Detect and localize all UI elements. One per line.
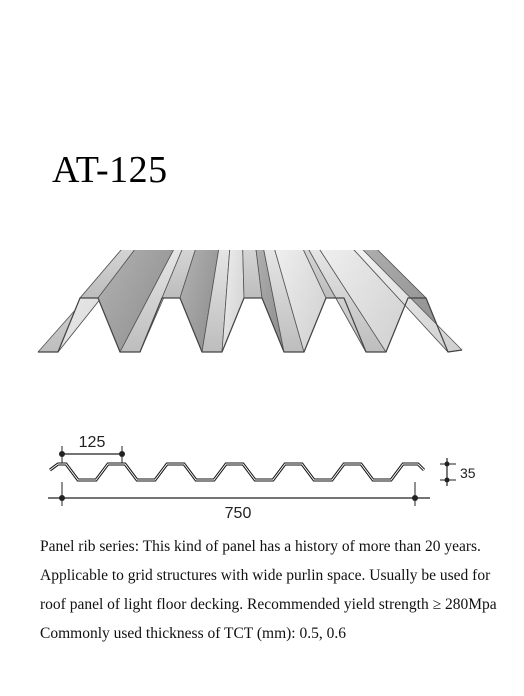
- pitch-label: 125: [78, 434, 106, 451]
- width-label: 750: [224, 505, 252, 522]
- trapezoid-profile: [50, 464, 424, 480]
- roof-panel-illustration: [0, 250, 524, 380]
- profile-dimension-diagram: [0, 420, 524, 530]
- product-description: [40, 532, 500, 648]
- width-dot-left: [59, 495, 65, 501]
- thickness-note: Commonly used thickness of TCT (mm): 0.5, 0.6: [40, 625, 346, 642]
- product-title: AT-125: [52, 149, 168, 191]
- height-dot-top: [445, 462, 450, 467]
- pitch-dot-left: [59, 451, 65, 457]
- pitch-dot-right: [119, 451, 125, 457]
- height-label: 35: [460, 465, 476, 481]
- width-dot-right: [412, 495, 418, 501]
- description-paragraph: Panel rib series: This kind of panel has a history of more than 20 years. Applicable to grid structures with wide purlin space. Usually be used for roof panel of light floor decking. Recommended yield strength ≥ 280Mpa: [40, 538, 497, 613]
- height-dot-bottom: [445, 478, 450, 483]
